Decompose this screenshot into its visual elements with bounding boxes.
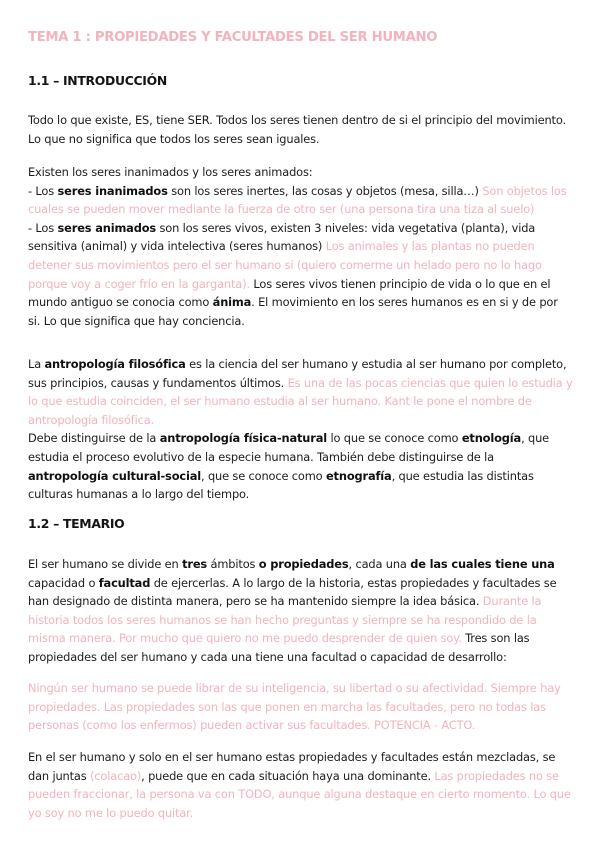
margin-note: (colacao) [90,768,142,783]
section-heading-introduccion: 1.1 – INTRODUCCIÓN [28,73,167,88]
term-seres-inanimados: seres inanimados [57,183,168,198]
margin-note: Las propiedades no se pueden fraccionar, la persona va con TODO, aunque alguna destaque en cierto momento. Lo que yo soy no me lo puedo quitar. [28,768,571,820]
term-etnografia: etnografía [325,468,392,483]
term-antropologia-filosofica: antropología filosófica [44,357,186,371]
seres-intro: Existen los seres inanimados y los seres animados: [28,165,313,179]
intro-paragraph: Todo lo que existe, ES, tiene SER. Todos los seres tienen dentro de si el principio del movimiento. Lo que no significa que todos los seres sean iguales. [28,113,566,146]
margin-note: Durante la historia todos los seres humanos se han hecho preguntas y siempre se ha respondido de la misma manera. Por mucho que quiero no me puedo desprender de quien soy. [28,594,542,646]
term-seres-animados: seres animados [57,220,157,235]
section-heading-temario: 1.2 – TEMARIO [28,516,125,531]
antropologia-paragraph: La antropología filosófica es la ciencia del ser humano y estudia al ser humano por completo, sus principios, causas y fundamentos últimos. Es una de las pocas ciencias que quien lo estudia y lo que estudia coinciden, el ser humano estudia al ser humano. Kant le pone el nombre de antropología filosófica. Debe distinguirse de la antropología física-natural lo que se conoce como etnología, que estudia el proceso evolutivo de la especie humana. También debe distinguirse de la antropología cultural-social, que se conoce como etnografía, que estudia las distintas culturas humanas a lo largo del tiempo. [28,357,573,502]
term-anima: ánima [212,295,252,310]
margin-note: Son objetos los cuales se pueden mover mediante la fuerza de otro ser (una persona tira una tiza al suelo) [28,183,567,217]
term-antropologia-cultural: antropología cultural-social [28,468,202,483]
mezcladas-paragraph: En el ser humano y solo en el ser humano estas propiedades y facultades están mezcladas, se dan juntas (colacao), puede que en cada situación haya una dominante. Las propiedades no se pueden fraccionar, la persona va con TODO, aunque alguna destaque en cierto momento. Lo que yo soy no me lo puedo quitar. [28,750,571,820]
margin-note: Es una de las pocas ciencias que quien lo estudia y lo que estudia coinciden, el ser humano estudia al ser humano. Kant le pone el nombre de antropología filosófica. [28,375,573,427]
temario-paragraph: El ser humano se divide en tres ámbitos o propiedades, cada una de las cuales tiene una capacidad o facultad de ejercerlas. A lo largo de la historia, estas propiedades y facultades se han designado de distinta manera, pero se ha mantenido siempre la idea básica. Durante la historia todos los seres humanos se han hecho preguntas y siempre se ha respondido de la misma manera. Por mucho que quiero no me puedo desprender de quien soy. Tres son las propiedades del ser humano y cada una tiene una facultad o capacidad de desarrollo: [28,557,557,664]
margin-note: Los animales y las plantas no pueden detener sus movimientos pero el ser humano si (quiero comerme un helado pero no lo hago porque voy a coger frío en la garganta). [28,239,542,291]
propiedades-note: Ningún ser humano se puede librar de su inteligencia, su libertad o su afectividad. Siempre hay propiedades. Las propiedades son las que ponen en marcha las facultades, pero no todas las personas (como los enfermos) pueden activar sus facultades. POTENCIA - ACTO. [28,681,561,733]
term-antropologia-fisica: antropología física-natural [159,431,328,446]
document-title: TEMA 1 : PROPIEDADES Y FACULTADES DEL SER HUMANO [28,30,438,45]
seres-paragraph: Existen los seres inanimados y los seres animados: - Los seres inanimados son los seres inertes, las cosas y objetos (mesa, silla…) Son objetos los cuales se pueden mover mediante la fuerza de otro ser (una persona tira una tiza al suelo) - Los seres animados son los seres vivos, existen 3 niveles: vida vegetativa (planta), vida sensitiva (animal) y vida intelectiva (seres humanos) Los animales y las plantas no pueden detener sus movimientos pero el ser humano si (quiero comerme un helado pero no lo hago porque voy a coger frío en la garganta). Los seres vivos tienen principio de vida o lo que en el mundo antiguo se conocia como ánima. El movimiento en los seres humanos es en si y de por si. Lo que significa que hay conciencia. [28,165,567,328]
term-etnologia: etnología [461,431,522,446]
